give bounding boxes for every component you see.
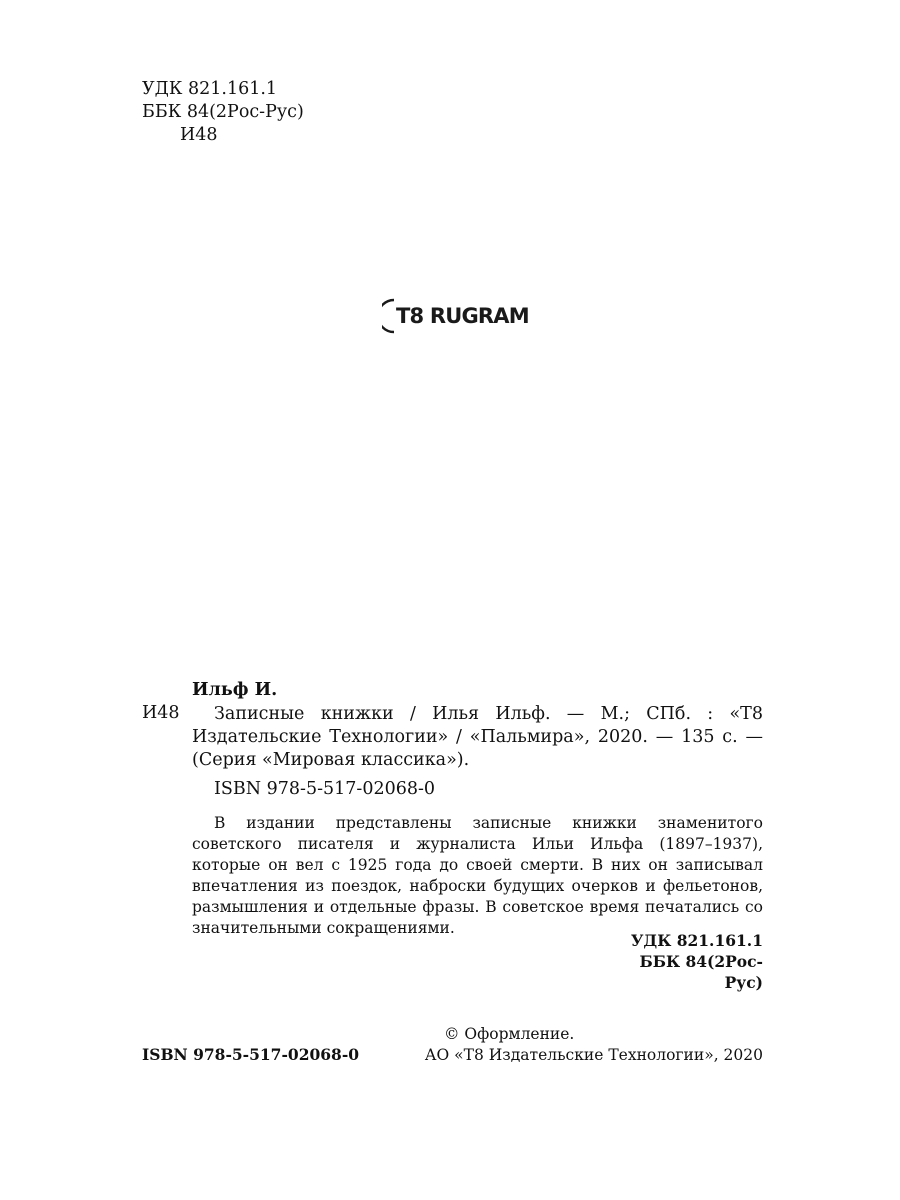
catalog-udk: УДК 821.161.1 <box>630 931 763 950</box>
bbk-code: ББК 84(2Рос-Рус) <box>142 102 304 122</box>
bibliographic-description: Записные книжки / Илья Ильф. — М.; СПб. : «Т8 Издательские Технологии» / «Пальмира», 2020. — 135 с. — (Серия «Мировая классика»). <box>192 704 763 770</box>
publisher-logo-mark-icon <box>382 296 396 336</box>
footer-isbn: ISBN 978-5-517-02068-0 <box>142 1045 360 1064</box>
catalog-codes <box>620 930 763 993</box>
publisher-logo <box>382 296 529 336</box>
copyright-line-1: © Оформление. <box>444 1025 575 1043</box>
catalog-isbn: ISBN 978-5-517-02068-0 <box>214 779 436 799</box>
classification-block <box>142 78 304 147</box>
catalog-author: Ильф И. <box>192 680 278 700</box>
publisher-logo-text: T8 RUGRAM <box>396 304 529 328</box>
udk-code: УДК 821.161.1 <box>142 79 278 99</box>
copyright-notice <box>420 1024 763 1066</box>
annotation: В издании представлены записные книжки знаменитого советского писателя и журналиста Ильи Ильфа (1897–1937), которые он вел с 1925 года до своей смерти. В них он записывал впечатления из поездок, наброски будущих очерков и фельетонов, размышления и отдельные фразы. В советское время печатались со значительными сокращениями. <box>192 814 763 937</box>
catalog-bbk: ББК 84(2Рос-Рус) <box>639 952 763 992</box>
author-code: И48 <box>180 125 218 145</box>
catalog-author-code: И48 <box>142 703 180 723</box>
copyright-line-2: АО «Т8 Издательские Технологии», 2020 <box>424 1046 763 1064</box>
